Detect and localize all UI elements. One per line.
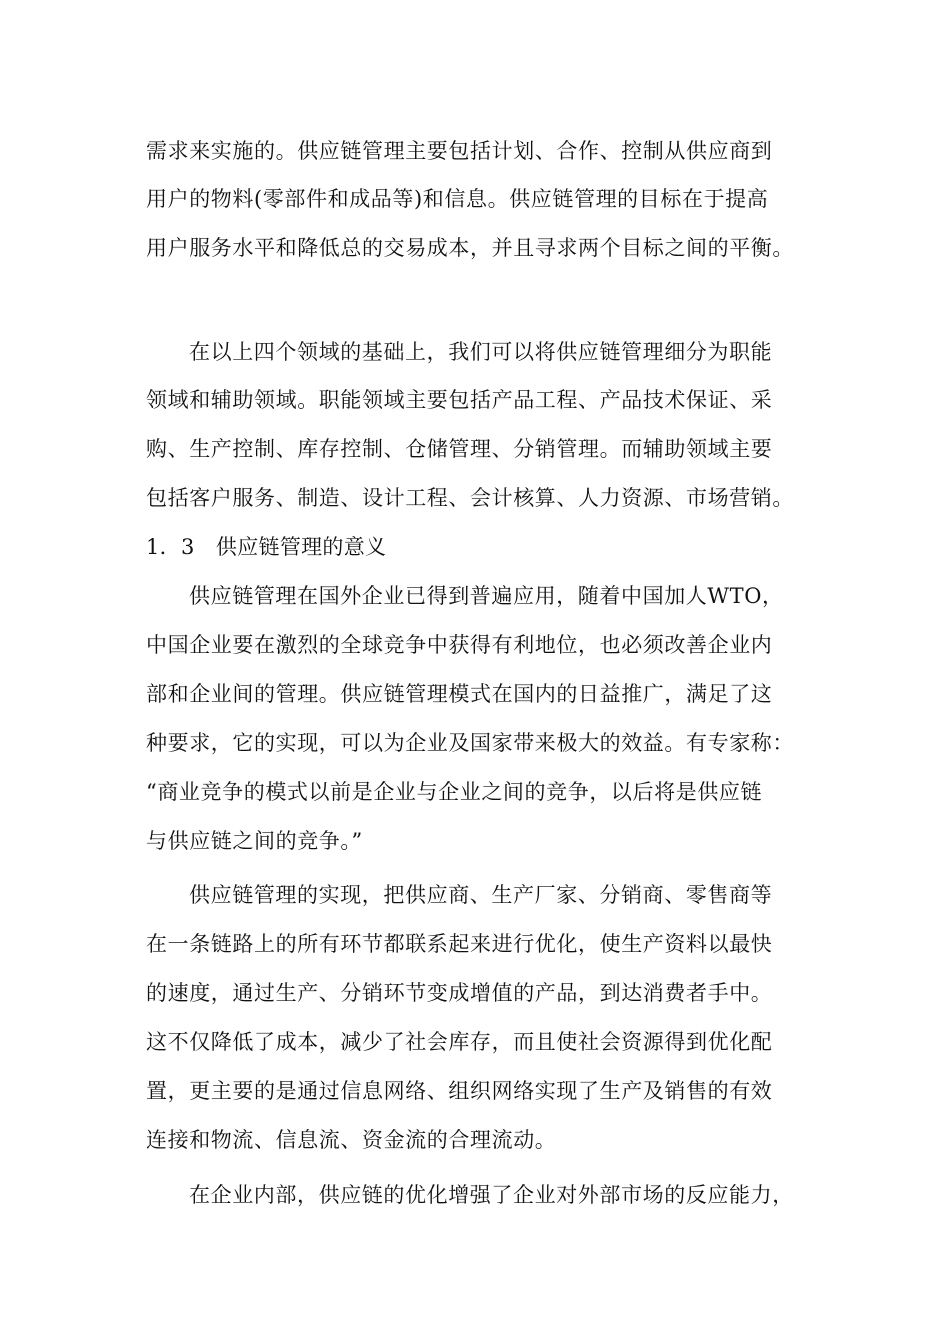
paragraph-4-line-6: 连接和物流、信息流、资金流的合理流动。 — [146, 1128, 557, 1152]
paragraph-3-line-3: 部和企业间的管理。供应链管理模式在国内的日益推广，满足了这 — [146, 682, 773, 706]
paragraph-3-line-1: 供应链管理在国外企业已得到普遍应用，随着中国加人WTO， — [189, 584, 784, 608]
paragraph-4-line-4: 这不仅降低了成本，减少了社会库存，而且使社会资源得到优化配 — [146, 1030, 773, 1054]
paragraph-2-line-3: 购、生产控制、库存控制、仓储管理、分销管理。而辅助领域主要 — [146, 437, 773, 461]
paragraph-4-line-3: 的速度，通过生产、分销环节变成增值的产品，到达消费者手中。 — [146, 981, 773, 1005]
paragraph-3-line-5: “商业竞争的模式以前是企业与企业之间的竞争，以后将是供应链 — [146, 780, 763, 804]
paragraph-1-line-1: 需求来实施的。供应链管理主要包括计划、合作、控制从供应商到 — [146, 139, 773, 163]
paragraph-4-line-5: 置，更主要的是通过信息网络、组织网络实现了生产及销售的有效 — [146, 1079, 773, 1103]
paragraph-2-line-4: 包括客户服务、制造、设计工程、会计核算、人力资源、市场营销。 — [146, 486, 794, 510]
paragraph-1-line-2: 用户的物料(零部件和成品等)和信息。供应链管理的目标在于提高 — [146, 187, 769, 211]
paragraph-3-line-6: 与供应链之间的竞争。” — [146, 829, 363, 853]
paragraph-2-line-2: 领域和辅助领域。职能领域主要包括产品工程、产品技术保证、采 — [146, 388, 773, 412]
paragraph-2-line-1: 在以上四个领域的基础上，我们可以将供应链管理细分为职能 — [189, 340, 773, 364]
paragraph-1-line-3: 用户服务水平和降低总的交易成本，并且寻求两个目标之间的平衡。 — [146, 236, 794, 260]
paragraph-3-line-2: 中国企业要在激烈的全球竞争中获得有利地位，也必须改善企业内 — [146, 633, 773, 657]
paragraph-3-line-4: 种要求，它的实现，可以为企业及国家带来极大的效益。有专家称： — [146, 731, 794, 755]
paragraph-4-line-2: 在一条链路上的所有环节都联系起来进行优化，使生产资料以最快 — [146, 932, 773, 956]
paragraph-5-line-1: 在企业内部，供应链的优化增强了企业对外部市场的反应能力， — [189, 1183, 794, 1207]
section-heading: 1．3 供应链管理的意义 — [146, 535, 387, 559]
paragraph-4-line-1: 供应链管理的实现，把供应商、生产厂家、分销商、零售商等 — [189, 883, 773, 907]
